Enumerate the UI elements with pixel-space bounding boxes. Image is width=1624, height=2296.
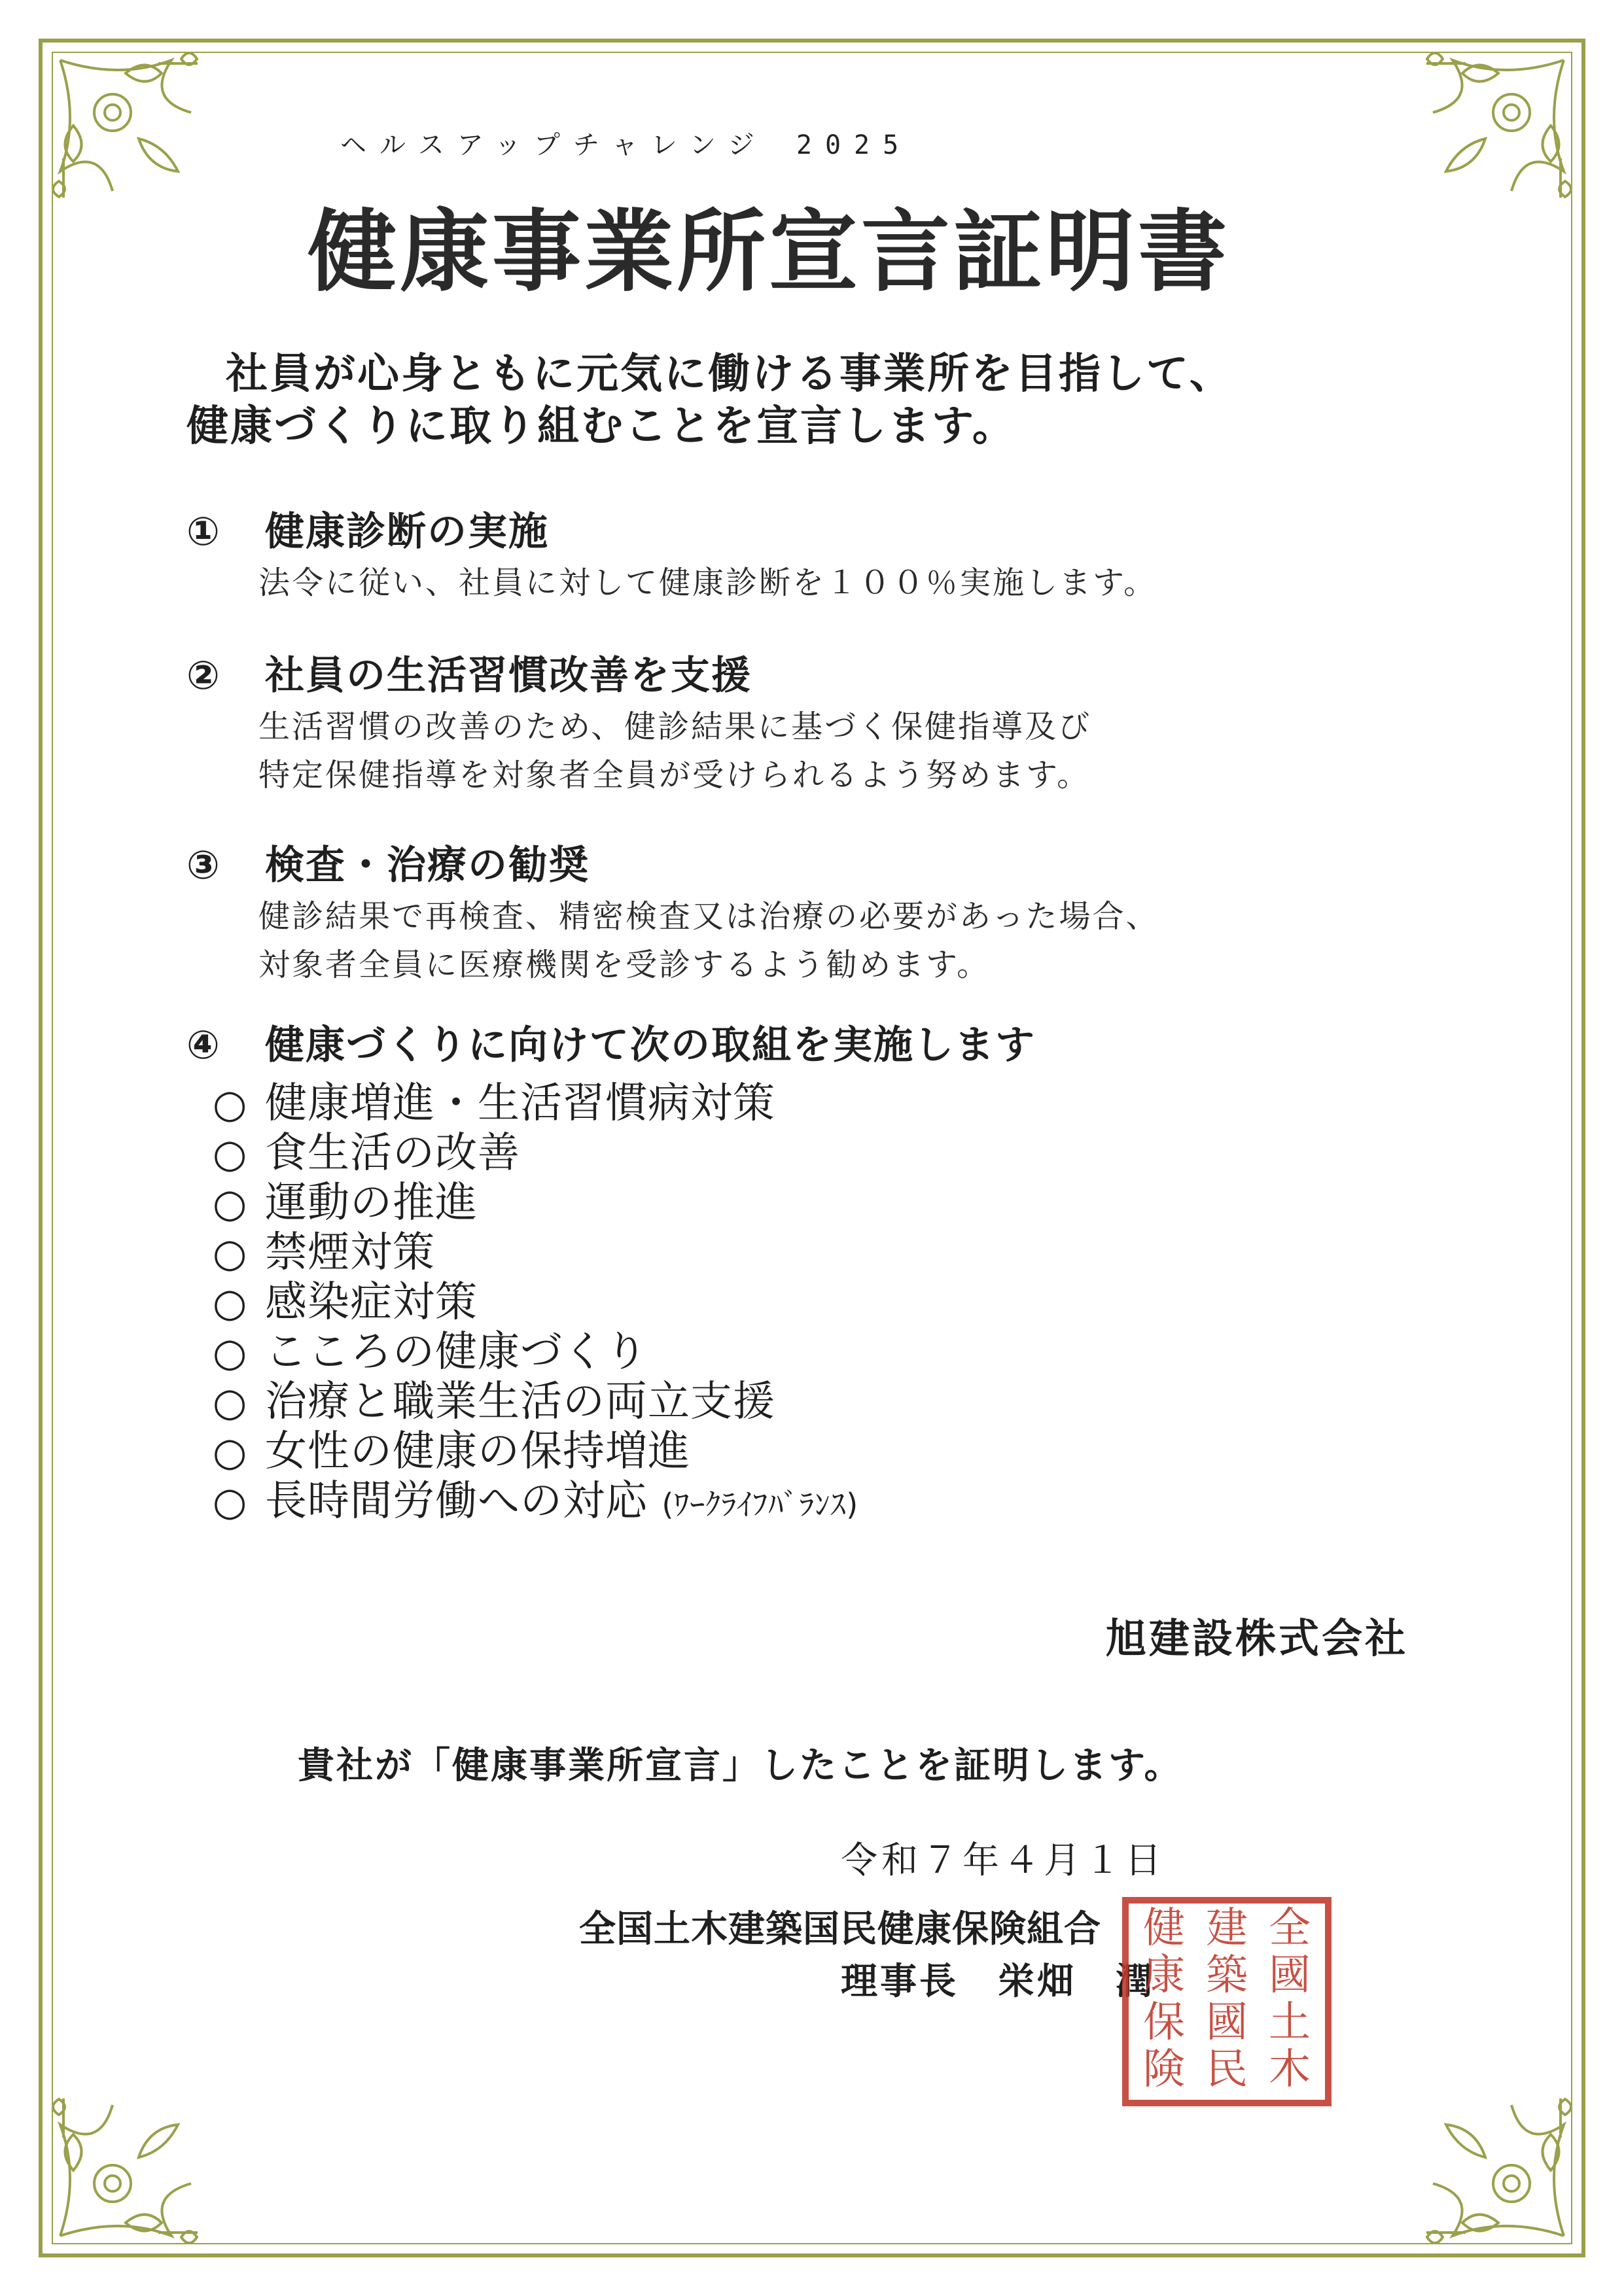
issue-date: 令和７年４月１日 bbox=[841, 1839, 1165, 1882]
section-2-number: ② bbox=[186, 653, 221, 699]
list-item: ○ 長時間労働への対応 (ﾜｰｸﾗｲﾌﾊﾞﾗﾝｽ) bbox=[213, 1477, 859, 1525]
corner-ornament-top-right bbox=[1426, 53, 1571, 198]
section-2-heading bbox=[186, 644, 752, 701]
seal-character: 全 bbox=[1269, 1904, 1311, 1953]
corner-ornament-bottom-left bbox=[53, 2098, 198, 2243]
certification-statement: 貴社が「健康事業所宣言」したことを証明します。 bbox=[298, 1745, 1183, 1787]
page-title: 健康事業所宣言証明書 bbox=[308, 200, 1230, 304]
circle-marker: ○ bbox=[213, 1479, 248, 1525]
list-item: ○ 運動の推進 bbox=[213, 1179, 478, 1227]
list-item: ○ 食生活の改善 bbox=[213, 1129, 520, 1177]
circle-marker: ○ bbox=[213, 1280, 248, 1326]
issuer-name: 全国土木建築国民健康保険組合 bbox=[579, 1908, 1101, 1951]
company-name: 旭建設株式会社 bbox=[1105, 1614, 1408, 1662]
section-1-heading bbox=[186, 500, 549, 557]
list-item-note: (ﾜｰｸﾗｲﾌﾊﾞﾗﾝｽ) bbox=[662, 1487, 859, 1522]
circle-marker: ○ bbox=[213, 1131, 248, 1177]
circle-marker: ○ bbox=[213, 1230, 248, 1276]
section-4-heading bbox=[186, 1014, 1036, 1070]
official-seal bbox=[1122, 1897, 1332, 2106]
seal-character: 築 bbox=[1206, 1951, 1248, 2000]
list-item: ○ 感染症対策 bbox=[213, 1278, 478, 1327]
section-3-heading bbox=[186, 834, 590, 890]
circle-marker: ○ bbox=[213, 1429, 248, 1475]
seal-character: 康 bbox=[1143, 1951, 1185, 2000]
list-item: ○ 女性の健康の保持増進 bbox=[213, 1427, 690, 1476]
section-1-title: 健康診断の実施 bbox=[265, 509, 549, 555]
section-3-number: ③ bbox=[186, 843, 221, 888]
seal-character: 建 bbox=[1206, 1904, 1248, 1953]
section-3-text-2: 対象者全員に医療機関を受診するよう勧めます。 bbox=[258, 947, 991, 983]
circle-marker: ○ bbox=[213, 1380, 248, 1425]
section-2-text-1: 生活習慣の改善のため、健診結果に基づく保健指導及び bbox=[258, 708, 1092, 745]
intro-line-1: 社員が心身ともに元気に働ける事業所を目指して、 bbox=[226, 350, 1233, 398]
section-3-text-1: 健診結果で再検査、精密検査又は治療の必要があった場合、 bbox=[258, 898, 1159, 935]
section-2-text-2: 特定保健指導を対象者全員が受けられるよう努めます。 bbox=[258, 757, 1091, 793]
section-4-number: ④ bbox=[186, 1022, 221, 1068]
seal-character: 険 bbox=[1143, 2045, 1185, 2094]
list-item: ○ 治療と職業生活の両立支援 bbox=[213, 1378, 775, 1426]
seal-character: 民 bbox=[1206, 2045, 1248, 2094]
corner-ornament-top-left bbox=[53, 53, 198, 198]
section-4-title: 健康づくりに向けて次の取組を実施します bbox=[265, 1022, 1036, 1068]
seal-character: 國 bbox=[1206, 1998, 1248, 2047]
corner-ornament-bottom-right bbox=[1426, 2098, 1571, 2243]
list-item: ○ 健康増進・生活習慣病対策 bbox=[213, 1079, 775, 1128]
seal-character: 保 bbox=[1143, 1998, 1185, 2047]
section-3-title: 検査・治療の勧奨 bbox=[265, 843, 590, 888]
initiatives-list bbox=[213, 1079, 858, 1529]
circle-marker: ○ bbox=[213, 1330, 248, 1376]
list-item: ○ こころの健康づくり bbox=[213, 1328, 648, 1376]
subtitle: ヘルスアップチャレンジ 2025 bbox=[340, 130, 912, 160]
intro-line-2: 健康づくりに取り組むことを宣言します。 bbox=[186, 402, 1016, 451]
seal-character: 土 bbox=[1269, 1998, 1311, 2047]
seal-character: 國 bbox=[1269, 1951, 1311, 2000]
chairman-name: 理事長 栄畑 潤 bbox=[841, 1960, 1155, 2003]
seal-character: 健 bbox=[1143, 1904, 1185, 1953]
seal-character: 木 bbox=[1269, 2045, 1311, 2094]
circle-marker: ○ bbox=[213, 1181, 248, 1226]
section-1-number: ① bbox=[186, 509, 221, 555]
list-item: ○ 禁煙対策 bbox=[213, 1228, 435, 1277]
section-2-title: 社員の生活習慣改善を支援 bbox=[265, 653, 752, 699]
circle-marker: ○ bbox=[213, 1081, 248, 1127]
section-1-text-1: 法令に従い、社員に対して健康診断を１００％実施します。 bbox=[258, 565, 1157, 601]
